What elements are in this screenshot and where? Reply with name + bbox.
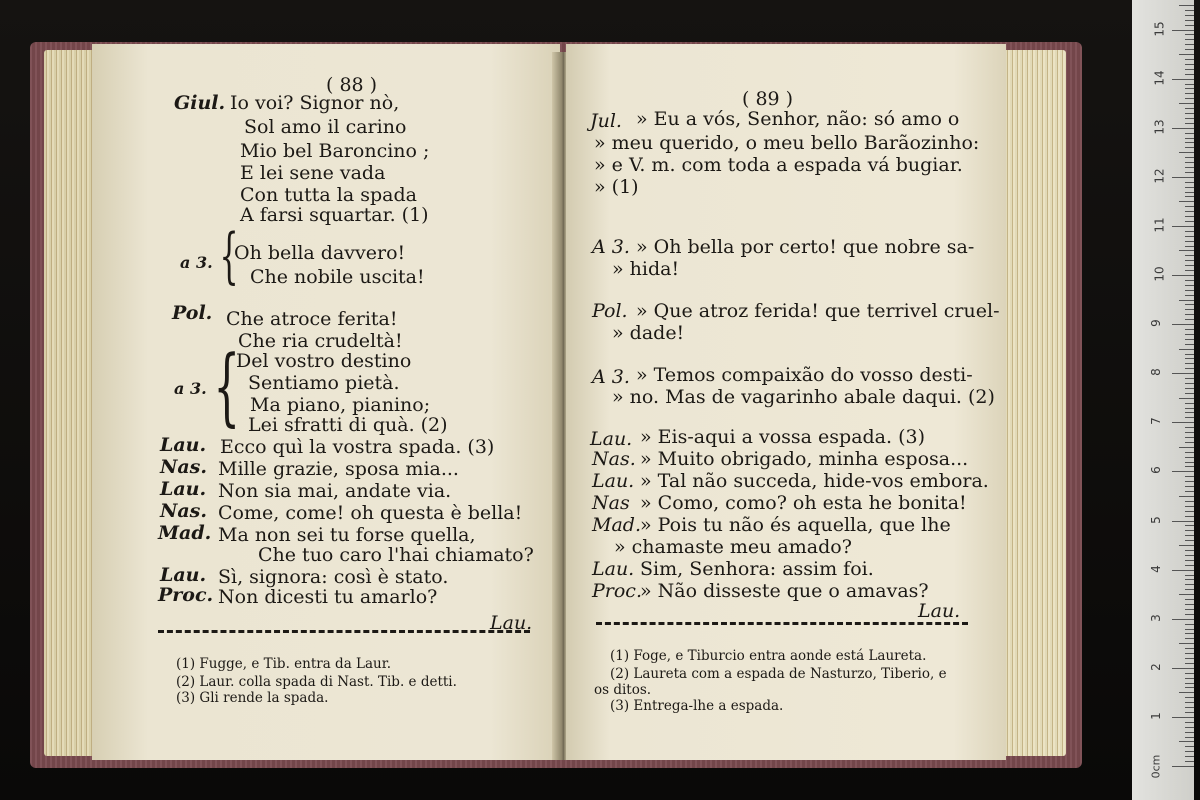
brace-icon: { xyxy=(219,221,239,291)
ruler-tick xyxy=(1185,624,1194,625)
ruler-tick xyxy=(1185,604,1194,605)
ruler-tick xyxy=(1185,142,1194,143)
ruler-tick xyxy=(1179,643,1194,644)
ruler-tick xyxy=(1185,687,1194,688)
measuring-ruler xyxy=(1132,0,1194,800)
ruler-tick xyxy=(1179,398,1194,399)
ruler-tick xyxy=(1185,408,1194,409)
ruler-tick xyxy=(1185,319,1194,320)
verse-line: Non dicesti tu amarlo? xyxy=(218,586,438,608)
ruler-tick xyxy=(1185,88,1194,89)
ruler-tick xyxy=(1185,432,1194,433)
ruler-tick xyxy=(1185,560,1194,561)
prose-line: » Tal não succeda, hide-vos embora. xyxy=(640,470,989,492)
ruler-tick xyxy=(1185,25,1194,26)
footnote: os ditos. xyxy=(594,682,652,698)
ruler-tick xyxy=(1185,511,1194,512)
prose-line: » Eis-aqui a vossa espada. (3) xyxy=(640,426,925,448)
verse-line: Che nobile uscita! xyxy=(250,266,425,288)
ruler-tick xyxy=(1185,702,1194,703)
speaker-label: Nas. xyxy=(160,500,207,522)
ruler-tick xyxy=(1185,412,1194,413)
ruler-tick xyxy=(1185,285,1194,286)
ruler-tick xyxy=(1185,427,1194,428)
ruler-tick xyxy=(1185,599,1194,600)
ruler-tick xyxy=(1185,113,1194,114)
ruler-tick xyxy=(1185,761,1194,762)
ruler-tick xyxy=(1185,44,1194,45)
ruler-tick xyxy=(1185,167,1194,168)
ruler-tick xyxy=(1172,570,1194,571)
footnote: (1) Foge, e Tiburcio entra aonde está Laureta. xyxy=(610,648,927,664)
ruler-tick xyxy=(1185,270,1194,271)
ruler-tick xyxy=(1185,368,1194,369)
ruler-tick xyxy=(1185,147,1194,148)
ruler-tick xyxy=(1185,540,1194,541)
ruler-tick xyxy=(1185,403,1194,404)
footnote: (2) Laureta com a espada de Nasturzo, Tiberio, e xyxy=(610,666,947,682)
ruler-tick xyxy=(1172,619,1194,620)
prose-line: » e V. m. com toda a espada vá bugiar. xyxy=(594,154,963,176)
ruler-tick xyxy=(1185,663,1194,664)
ruler-tick xyxy=(1185,683,1194,684)
ruler-tick xyxy=(1172,128,1194,129)
ruler-tick xyxy=(1179,103,1194,104)
ruler-tick xyxy=(1185,74,1194,75)
speaker-label: Pol. xyxy=(172,302,213,324)
ruler-tick xyxy=(1185,20,1194,21)
verse-line: Ma non sei tu forse quella, xyxy=(218,524,476,546)
ruler-tick xyxy=(1172,30,1194,31)
ruler-tick xyxy=(1172,177,1194,178)
catchword: Lau. xyxy=(490,612,533,634)
ruler-tick xyxy=(1185,34,1194,35)
ruler-tick xyxy=(1185,59,1194,60)
ruler-tick xyxy=(1185,162,1194,163)
ruler-tick xyxy=(1172,766,1194,767)
ruler-tick xyxy=(1185,589,1194,590)
ruler-tick xyxy=(1185,707,1194,708)
ruler-tick xyxy=(1172,668,1194,669)
prose-line: » Eu a vós, Senhor, não: só amo o xyxy=(636,108,960,130)
ruler-unit-label: 0cm xyxy=(1149,754,1163,779)
ruler-tick xyxy=(1172,521,1194,522)
verse-line: Ma piano, pianino; xyxy=(250,394,431,416)
ruler-tick xyxy=(1185,697,1194,698)
speaker-label: Lau. xyxy=(592,558,635,580)
ruler-tick xyxy=(1185,648,1194,649)
ruler-tick xyxy=(1179,152,1194,153)
ruler-tick xyxy=(1179,250,1194,251)
ruler-tick xyxy=(1185,633,1194,634)
ruler-tick xyxy=(1185,309,1194,310)
verse-line: Io voi? Signor nò, xyxy=(230,92,400,114)
ruler-tick xyxy=(1179,496,1194,497)
ruler-tick xyxy=(1185,732,1194,733)
ruler-tick xyxy=(1179,54,1194,55)
verse-line: Non sia mai, andate via. xyxy=(218,480,452,502)
verse-line: Con tutta la spada xyxy=(240,184,417,206)
prose-line: » Oh bella por certo! que nobre sa- xyxy=(636,236,975,258)
ruler-tick xyxy=(1185,678,1194,679)
catchword: Lau. xyxy=(918,600,961,622)
prose-line: » Temos compaixão do vosso desti- xyxy=(636,364,973,386)
ruler-tick xyxy=(1185,555,1194,556)
ruler-tick xyxy=(1185,69,1194,70)
ruler-tick xyxy=(1185,727,1194,728)
ruler-tick xyxy=(1185,383,1194,384)
left-page xyxy=(92,44,560,760)
speaker-label: Mad. xyxy=(592,514,641,536)
speaker-label: a 3. xyxy=(180,253,213,272)
ruler-tick xyxy=(1185,629,1194,630)
ruler-tick xyxy=(1185,516,1194,517)
ruler-tick xyxy=(1185,39,1194,40)
speaker-label: Proc. xyxy=(592,580,642,602)
ruler-tick xyxy=(1172,275,1194,276)
ruler-tick xyxy=(1179,692,1194,693)
ruler-tick xyxy=(1185,49,1194,50)
ruler-tick xyxy=(1185,260,1194,261)
prose-line: » hida! xyxy=(612,258,680,280)
page-number: ( 89 ) xyxy=(742,88,794,110)
footnote: (1) Fugge, e Tib. entra da Laur. xyxy=(176,656,392,672)
footnote: (3) Gli rende la spada. xyxy=(176,690,329,706)
prose-line: » (1) xyxy=(594,176,639,198)
ruler-tick xyxy=(1185,93,1194,94)
ruler-tick xyxy=(1185,280,1194,281)
ruler-tick xyxy=(1185,196,1194,197)
ruler-tick xyxy=(1179,201,1194,202)
ruler-label: 4 xyxy=(1148,564,1163,573)
ruler-label: 5 xyxy=(1148,515,1163,524)
ruler-tick xyxy=(1172,324,1194,325)
speaker-label: Lau. xyxy=(160,564,207,586)
ruler-tick xyxy=(1185,442,1194,443)
verse-line: E lei sene vada xyxy=(240,162,386,184)
ruler-tick xyxy=(1185,550,1194,551)
ruler-label: 7 xyxy=(1148,417,1163,426)
ruler-tick xyxy=(1185,462,1194,463)
ruler-tick xyxy=(1185,614,1194,615)
prose-line: Sim, Senhora: assim foi. xyxy=(640,558,874,580)
ruler-tick xyxy=(1185,255,1194,256)
speaker-label: A 3. xyxy=(592,236,630,258)
ruler-tick xyxy=(1185,10,1194,11)
ruler-tick xyxy=(1185,506,1194,507)
ruler-tick xyxy=(1185,339,1194,340)
ruler-label: 9 xyxy=(1148,319,1163,327)
verse-line: Come, come! oh questa è bella! xyxy=(218,502,523,524)
ruler-tick xyxy=(1185,211,1194,212)
ruler-tick xyxy=(1185,417,1194,418)
prose-line: » Como, como? oh esta he bonita! xyxy=(640,492,967,514)
ruler-tick xyxy=(1185,388,1194,389)
ruler-tick xyxy=(1185,241,1194,242)
ruler-tick xyxy=(1185,187,1194,188)
speaker-label: Lau. xyxy=(590,428,633,450)
verse-line: Del vostro destino xyxy=(236,350,412,372)
ruler-label: 11 xyxy=(1152,217,1167,233)
speaker-label: Lau. xyxy=(160,478,207,500)
ruler-tick xyxy=(1185,535,1194,536)
prose-line: » Que atroz ferida! que terrivel cruel- xyxy=(636,300,1000,322)
ruler-tick xyxy=(1185,565,1194,566)
ruler-tick xyxy=(1179,545,1194,546)
footnote-rule xyxy=(158,630,530,633)
verse-line: Mio bel Baroncino ; xyxy=(240,140,430,162)
ruler-tick xyxy=(1185,722,1194,723)
footnote: (3) Entrega-lhe a espada. xyxy=(610,698,784,714)
ruler-tick xyxy=(1185,123,1194,124)
ruler-tick xyxy=(1185,64,1194,65)
ruler-tick xyxy=(1185,246,1194,247)
ruler-tick xyxy=(1185,530,1194,531)
footnote: (2) Laur. colla spada di Nast. Tib. e detti. xyxy=(176,674,457,690)
verse-line: Oh bella davvero! xyxy=(234,242,406,264)
brace-icon: { xyxy=(213,337,241,435)
ruler-tick xyxy=(1185,290,1194,291)
ruler-tick xyxy=(1185,118,1194,119)
speaker-label: a 3. xyxy=(174,379,207,398)
ruler-tick xyxy=(1172,373,1194,374)
ruler-tick xyxy=(1172,422,1194,423)
ruler-tick xyxy=(1185,334,1194,335)
ruler-tick xyxy=(1185,501,1194,502)
verse-line: Che atroce ferita! xyxy=(226,308,398,330)
ruler-tick xyxy=(1185,15,1194,16)
ruler-tick xyxy=(1185,133,1194,134)
ruler-tick xyxy=(1185,378,1194,379)
footnote-rule xyxy=(596,622,968,625)
ruler-tick xyxy=(1185,354,1194,355)
ruler-tick xyxy=(1185,344,1194,345)
prose-line: » dade! xyxy=(612,322,685,344)
prose-line: » chamaste meu amado? xyxy=(614,536,852,558)
speaker-label: Proc. xyxy=(158,584,214,606)
ruler-tick xyxy=(1185,358,1194,359)
ruler-label: 12 xyxy=(1152,168,1167,184)
prose-line: » no. Mas de vagarinho abale daqui. (2) xyxy=(612,386,995,408)
ruler-tick xyxy=(1179,594,1194,595)
verse-line: Sol amo il carino xyxy=(244,116,407,138)
prose-line: » Não disseste que o amavas? xyxy=(640,580,929,602)
prose-line: » Muito obrigado, minha esposa... xyxy=(640,448,969,470)
verse-line: Sì, signora: così è stato. xyxy=(218,566,449,588)
ruler-label: 14 xyxy=(1152,69,1167,86)
ruler-tick xyxy=(1185,393,1194,394)
ruler-label: 1 xyxy=(1148,712,1163,720)
right-page xyxy=(566,44,1006,760)
ruler-tick xyxy=(1172,226,1194,227)
verse-line: Sentiamo pietà. xyxy=(248,372,400,394)
page-edges-right xyxy=(1000,50,1066,756)
ruler-tick xyxy=(1185,525,1194,526)
verse-line: Mille grazie, sposa mia... xyxy=(218,458,459,480)
ruler-label: 15 xyxy=(1152,20,1167,37)
ruler-tick xyxy=(1185,108,1194,109)
ruler-label: 2 xyxy=(1148,662,1163,671)
ruler-tick xyxy=(1185,314,1194,315)
ruler-tick xyxy=(1185,138,1194,139)
ruler-label: 3 xyxy=(1148,613,1163,622)
verse-line: Che ria crudeltà! xyxy=(238,330,403,352)
ruler-tick xyxy=(1185,457,1194,458)
ruler-tick xyxy=(1185,265,1194,266)
ruler-tick xyxy=(1185,673,1194,674)
ruler-tick xyxy=(1185,653,1194,654)
ruler-tick xyxy=(1185,329,1194,330)
ruler-tick xyxy=(1185,486,1194,487)
ruler-label: 8 xyxy=(1148,368,1163,377)
speaker-label: Nas. xyxy=(592,448,636,470)
speaker-label: Lau. xyxy=(160,434,207,456)
prose-line: » Pois tu não és aquella, que lhe xyxy=(640,514,951,536)
ruler-tick xyxy=(1185,363,1194,364)
ruler-tick xyxy=(1185,84,1194,85)
verse-line: Che tuo caro l'hai chiamato? xyxy=(258,544,534,566)
ruler-tick xyxy=(1185,182,1194,183)
ruler-tick xyxy=(1185,737,1194,738)
ruler-tick xyxy=(1172,79,1194,80)
speaker-label: Mad. xyxy=(158,522,212,544)
ruler-tick xyxy=(1185,638,1194,639)
speaker-label: Nas. xyxy=(160,456,207,478)
ruler-tick xyxy=(1185,712,1194,713)
ruler-tick xyxy=(1185,221,1194,222)
ruler-tick xyxy=(1185,206,1194,207)
ruler-tick xyxy=(1179,741,1194,742)
ruler-tick xyxy=(1185,157,1194,158)
ruler-tick xyxy=(1172,471,1194,472)
ruler-tick xyxy=(1185,491,1194,492)
verse-line: Ecco quì la vostra spada. (3) xyxy=(220,436,495,458)
ruler-tick xyxy=(1185,452,1194,453)
verse-line: A farsi squartar. (1) xyxy=(240,204,429,226)
ruler-tick xyxy=(1185,584,1194,585)
ruler-tick xyxy=(1185,579,1194,580)
speaker-label: Pol. xyxy=(592,300,628,322)
ruler-tick xyxy=(1185,172,1194,173)
speaker-label: Lau. xyxy=(592,470,635,492)
ruler-tick xyxy=(1179,447,1194,448)
prose-line: » meu querido, o meu bello Barãozinho: xyxy=(594,132,980,154)
ruler-tick xyxy=(1185,437,1194,438)
ruler-tick xyxy=(1185,476,1194,477)
ruler-tick xyxy=(1185,236,1194,237)
ruler-tick xyxy=(1179,300,1194,301)
verse-line: Lei sfratti di quà. (2) xyxy=(248,414,448,436)
ruler-tick xyxy=(1185,304,1194,305)
speaker-label: Jul. xyxy=(590,110,622,132)
speaker-label: Giul. xyxy=(174,92,226,114)
ruler-tick xyxy=(1185,192,1194,193)
ruler-tick xyxy=(1185,751,1194,752)
ruler-label: 6 xyxy=(1148,466,1163,475)
ruler-label: 13 xyxy=(1152,119,1167,135)
ruler-tick xyxy=(1185,98,1194,99)
ruler-tick xyxy=(1185,756,1194,757)
ruler-tick xyxy=(1179,5,1194,6)
ruler-tick xyxy=(1185,466,1194,467)
ruler-tick xyxy=(1185,609,1194,610)
ruler-tick xyxy=(1185,216,1194,217)
speaker-label: A 3. xyxy=(592,366,630,388)
page-number: ( 88 ) xyxy=(326,74,378,96)
ruler-tick xyxy=(1185,295,1194,296)
ruler-tick xyxy=(1185,746,1194,747)
ruler-label: 10 xyxy=(1152,266,1167,282)
ruler-tick xyxy=(1185,481,1194,482)
ruler-tick xyxy=(1185,658,1194,659)
ruler-tick xyxy=(1185,231,1194,232)
speaker-label: Nas xyxy=(592,492,630,514)
ruler-tick xyxy=(1179,349,1194,350)
ruler-tick xyxy=(1172,717,1194,718)
ruler-tick xyxy=(1185,575,1194,576)
